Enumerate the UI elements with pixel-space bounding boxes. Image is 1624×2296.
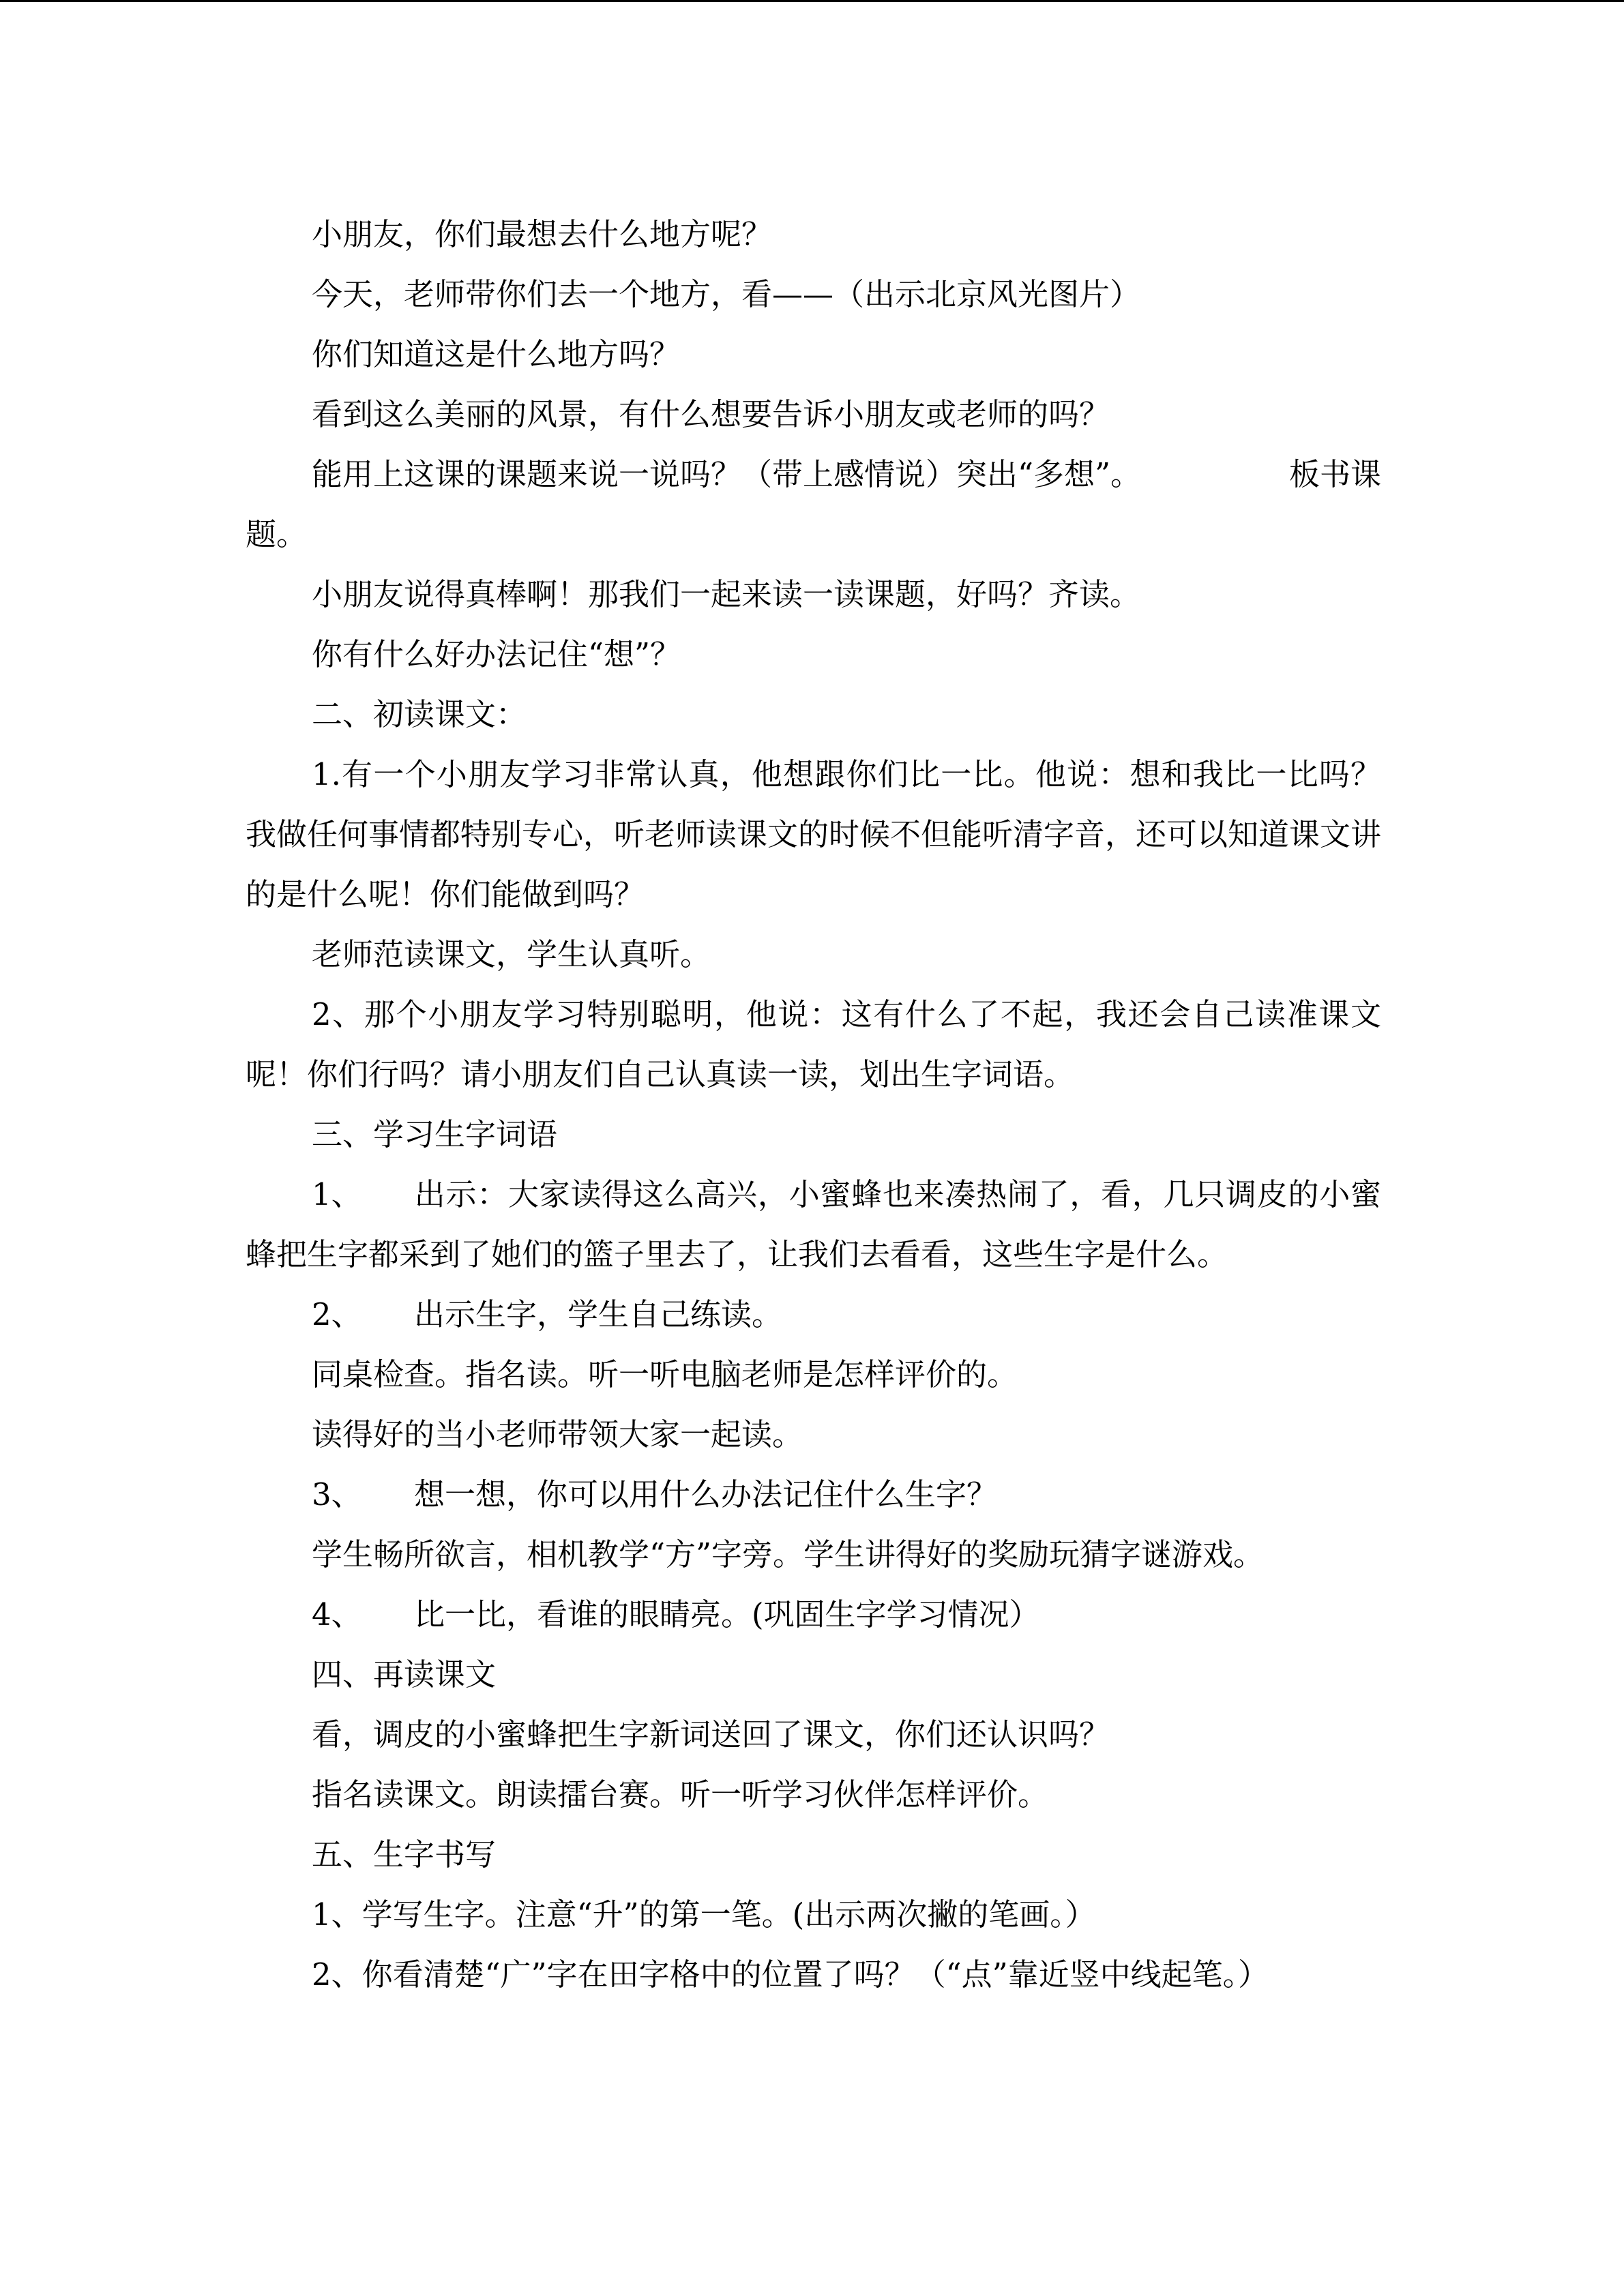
paragraph <box>246 445 1381 505</box>
paragraph-text: 能用上这课的课题来说一说吗？（带上感情说）突出“多想”。 <box>312 456 1142 492</box>
paragraph: 2、你看清楚“广”字在田字格中的位置了吗？（“点”靠近竖中线起笔。） <box>312 1956 1269 1993</box>
paragraph: 读得好的当小老师带领大家一起读。 <box>312 1416 803 1452</box>
paragraph: 小朋友，你们最想去什么地方呢？ <box>312 216 773 252</box>
paragraph: 看，调皮的小蜜蜂把生字新词送回了课文，你们还认识吗？ <box>312 1716 1110 1753</box>
section-heading: 二、初读课文： <box>312 696 527 732</box>
paragraph: 今天，老师带你们去一个地方，看——（出示北京风光图片） <box>312 276 1141 312</box>
paragraph: 你有什么好办法记住“想”？ <box>312 636 681 672</box>
paragraph: 指名读课文。朗读擂台赛。听一听学习伙伴怎样评价。 <box>312 1776 1049 1813</box>
paragraph: 学生畅所欲言，相机教学“方”字旁。学生讲得好的奖励玩猜字谜游戏。 <box>312 1536 1265 1572</box>
paragraph: 你们知道这是什么地方吗？ <box>312 336 681 372</box>
paragraph-continuation: 题。 <box>246 516 308 552</box>
document-body <box>246 205 1381 2005</box>
section-heading: 四、再读课文 <box>312 1656 497 1693</box>
item-text: 出示：大家读得这么高兴，小蜜蜂也来凑热闹了，看，几只调皮的小蜜蜂把生字都采到了她们的篮子里去了，让我们去看看，这些生字是什么。 <box>246 1176 1381 1272</box>
item-text: 比一比，看谁的眼睛亮。(巩固生字学习情况） <box>414 1596 1040 1632</box>
top-border-line <box>0 0 1624 2</box>
paragraph-tail: 板书课 <box>1288 456 1381 492</box>
section-heading: 三、学习生字词语 <box>312 1116 558 1152</box>
item-number: 2、 <box>312 1296 362 1332</box>
numbered-item <box>246 1465 1381 1525</box>
item-text: 出示生字，学生自己练读。 <box>414 1296 783 1332</box>
numbered-item <box>246 1285 1381 1345</box>
section-heading: 五、生字书写 <box>312 1836 497 1873</box>
paragraph: 看到这么美丽的风景，有什么想要告诉小朋友或老师的吗？ <box>312 396 1110 432</box>
numbered-item <box>246 1165 1381 1285</box>
paragraph: 1.有一个小朋友学习非常认真，他想跟你们比一比。他说：想和我比一比吗？我做任何事情都特别专心，听老师读课文的时候不但能听清字音，还可以知道课文讲的是什么呢！你们能做到吗？ <box>246 756 1382 912</box>
numbered-item <box>246 1585 1381 1645</box>
paragraph: 同桌检查。指名读。听一听电脑老师是怎样评价的。 <box>312 1356 1018 1392</box>
item-number: 1、 <box>312 1176 362 1212</box>
paragraph: 2、那个小朋友学习特别聪明，他说：这有什么了不起，我还会自己读准课文呢！你们行吗？请小朋友们自己认真读一读，划出生字词语。 <box>246 996 1381 1092</box>
item-text: 想一想，你可以用什么办法记住什么生字？ <box>414 1476 998 1512</box>
item-number: 3、 <box>312 1476 362 1512</box>
paragraph: 1、学写生字。注意“升”的第一笔。(出示两次撇的笔画。） <box>312 1896 1096 1933</box>
paragraph: 小朋友说得真棒啊！那我们一起来读一读课题，好吗？齐读。 <box>312 576 1141 612</box>
item-number: 4、 <box>312 1596 362 1632</box>
paragraph: 老师范读课文，学生认真听。 <box>312 936 711 972</box>
